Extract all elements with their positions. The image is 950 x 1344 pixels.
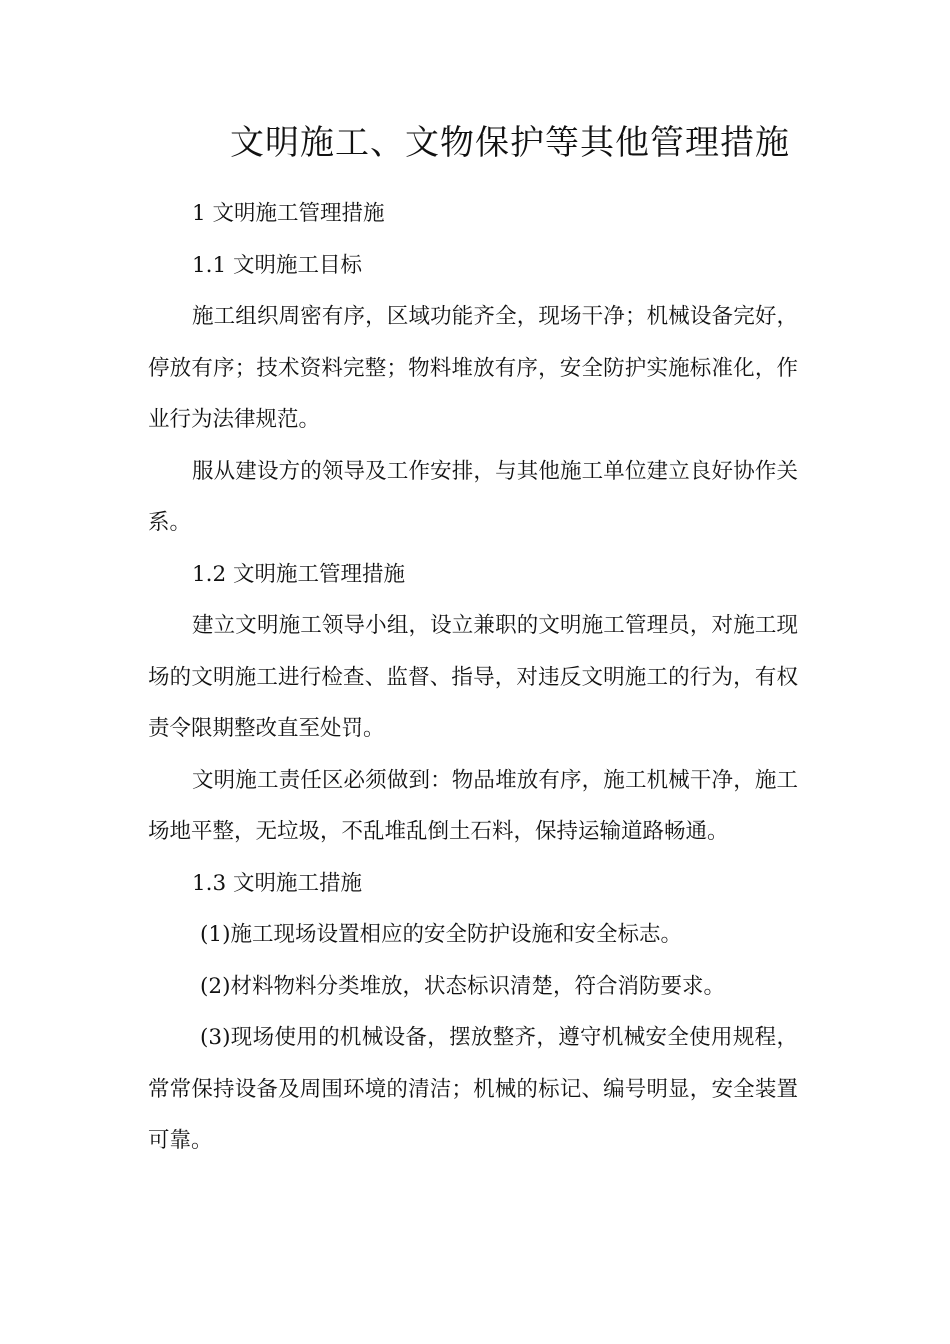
section-heading-1-1: 1.1 文明施工目标 <box>192 252 363 278</box>
body-paragraph: 服从建设方的领导及工作安排，与其他施工单位建立良好协作关系。 <box>148 458 798 535</box>
section-heading-1-3: 1.3 文明施工措施 <box>192 870 363 896</box>
document-title: 文明施工、文物保护等其他管理措施 <box>230 123 790 163</box>
body-paragraph: 建立文明施工领导小组，设立兼职的文明施工管理员，对施工现场的文明施工进行检查、监督、指导，对违反文明施工的行为，有权责令限期整改直至处罚。 <box>148 613 798 741</box>
section-heading-1: 1 文明施工管理措施 <box>192 201 385 226</box>
body-paragraph: 施工组织周密有序，区域功能齐全，现场干净；机械设备完好，停放有序；技术资料完整；物料堆放有序，安全防护实施标准化，作业行为法律规范。 <box>148 304 798 432</box>
list-item: (1)施工现场设置相应的安全防护设施和安全标志。 <box>200 922 682 947</box>
section-heading-1-2: 1.2 文明施工管理措施 <box>192 561 406 587</box>
body-paragraph: 文明施工责任区必须做到：物品堆放有序，施工机械干净，施工场地平整，无垃圾，不乱堆乱倒土石料，保持运输道路畅通。 <box>148 767 798 844</box>
document-body <box>148 188 798 1167</box>
list-item: (2)材料物料分类堆放，状态标识清楚，符合消防要求。 <box>200 973 725 999</box>
list-item: (3)现场使用的机械设备，摆放整齐，遵守机械安全使用规程，常常保持设备及周围环境的清洁；机械的标记、编号明显，安全装置可靠。 <box>148 1025 798 1153</box>
